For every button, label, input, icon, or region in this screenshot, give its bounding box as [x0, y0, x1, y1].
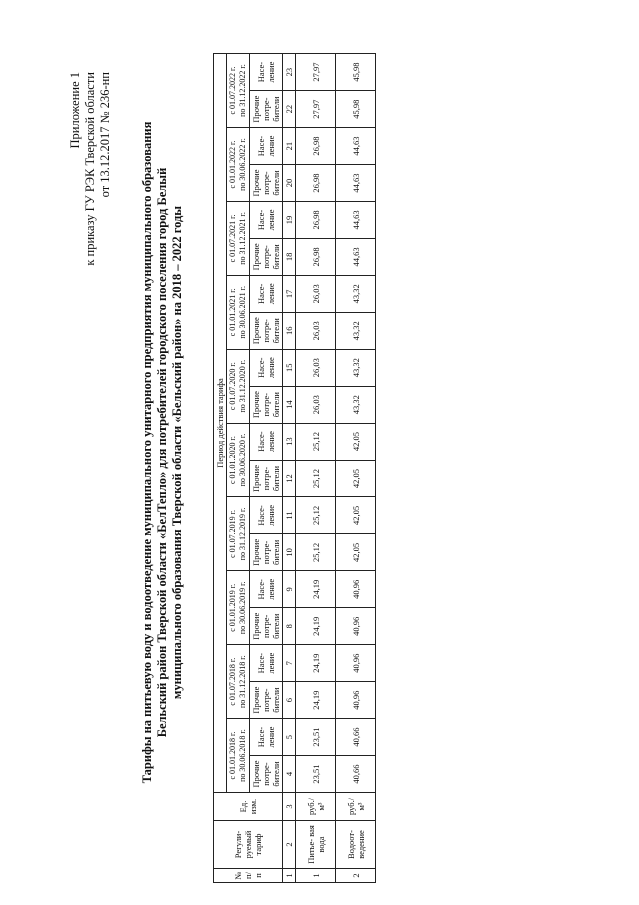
- header-population: Насе- ление: [250, 423, 283, 460]
- tariff-value-cell: 40,96: [336, 571, 376, 608]
- column-number: 15: [283, 349, 296, 386]
- header-period-2: [227, 645, 250, 719]
- header-period-6: [227, 349, 250, 423]
- table-body: [296, 54, 376, 883]
- tariff-value-cell: 26,98: [296, 202, 336, 239]
- column-number: 20: [283, 165, 296, 202]
- column-number: 22: [283, 91, 296, 128]
- header-other-consumers: Прочие потре- бители: [250, 534, 283, 571]
- tariff-value-cell: 24,19: [296, 645, 336, 682]
- column-number: 18: [283, 238, 296, 275]
- column-number: 23: [283, 54, 296, 91]
- header-population: Насе- ление: [250, 719, 283, 756]
- header-period-to: по 31.12.2022 г.: [238, 64, 247, 117]
- tariff-value-cell: 43,32: [336, 349, 376, 386]
- tariff-value-cell: 26,98: [296, 128, 336, 165]
- table-row: [296, 54, 336, 883]
- header-population: Насе- ление: [250, 349, 283, 386]
- column-number: 17: [283, 275, 296, 312]
- header-row-periods: [227, 54, 250, 883]
- header-population: Насе- ление: [250, 275, 283, 312]
- header-period-to: по 30.06.2021 г.: [238, 285, 247, 339]
- header-period-from: с 01.07.2019 г.: [228, 509, 237, 558]
- row-tariff-name: Питье- вая вода: [296, 821, 336, 869]
- tariff-value-cell: 26,03: [296, 275, 336, 312]
- tariff-value-cell: 43,32: [336, 386, 376, 423]
- header-other-consumers: Прочие потре- бители: [250, 608, 283, 645]
- column-number: 6: [283, 682, 296, 719]
- header-other-consumers: Прочие потре- бители: [250, 756, 283, 793]
- header-period-from: с 01.07.2021 г.: [228, 214, 237, 263]
- column-number: 4: [283, 756, 296, 793]
- tariff-value-cell: 24,19: [296, 682, 336, 719]
- header-period-to: по 30.06.2018 г.: [238, 729, 247, 782]
- header-row-col-numbers: [283, 54, 296, 883]
- tariff-value-cell: 26,98: [296, 165, 336, 202]
- row-unit: руб./ м³: [296, 793, 336, 821]
- header-name: Регули- руемый тариф: [214, 821, 283, 869]
- header-period-to: по 30.06.2020 г.: [238, 433, 247, 487]
- header-other-consumers: Прочие потре- бители: [250, 238, 283, 275]
- column-number: 13: [283, 423, 296, 460]
- header-period-from: с 01.01.2019 г.: [228, 583, 237, 632]
- header-population: Насе- ление: [250, 202, 283, 239]
- tariff-value-cell: 26,03: [296, 312, 336, 349]
- appendix-block: [68, 72, 113, 266]
- tariff-value-cell: 44,63: [336, 238, 376, 275]
- appendix-line-1: Приложение 1: [68, 72, 82, 149]
- header-period-7: [227, 275, 250, 349]
- header-period-10: [227, 54, 250, 128]
- row-number: 1: [296, 869, 336, 883]
- tariff-value-cell: 27,97: [296, 54, 336, 91]
- header-period-to: по 30.06.2019 г.: [238, 581, 247, 635]
- document-title: [140, 40, 185, 865]
- tariff-value-cell: 40,96: [336, 682, 376, 719]
- tariff-value-cell: 40,96: [336, 645, 376, 682]
- header-period-8: [227, 202, 250, 276]
- header-period-1: [227, 719, 250, 793]
- table-row: [336, 54, 376, 883]
- column-number: 5: [283, 719, 296, 756]
- header-population: Насе- ление: [250, 571, 283, 608]
- tariff-value-cell: 26,98: [296, 238, 336, 275]
- tariff-value-cell: 23,51: [296, 756, 336, 793]
- header-period-from: с 01.07.2022 г.: [228, 66, 237, 115]
- row-tariff-name: Водоот- ведение: [336, 821, 376, 869]
- header-period-to: по 31.12.2021 г.: [238, 212, 247, 265]
- header-period-from: с 01.01.2018 г.: [228, 731, 237, 780]
- column-number: 16: [283, 312, 296, 349]
- tariff-value-cell: 44,63: [336, 202, 376, 239]
- column-number: 10: [283, 534, 296, 571]
- title-line-2: Бельский район Тверской области «БелТепло» для потребителей городского поселения город Белый: [155, 167, 169, 738]
- header-period-to: по 31.12.2019 г.: [238, 507, 247, 561]
- tariff-value-cell: 25,12: [296, 460, 336, 497]
- tariff-table: [213, 53, 376, 883]
- tariff-value-cell: 23,51: [296, 719, 336, 756]
- tariff-value-cell: 25,12: [296, 497, 336, 534]
- tariff-value-cell: 40,66: [336, 719, 376, 756]
- column-number: 1: [283, 869, 296, 883]
- tariff-value-cell: 43,32: [336, 312, 376, 349]
- header-period-9: [227, 128, 250, 202]
- header-other-consumers: Прочие потре- бители: [250, 165, 283, 202]
- tariff-value-cell: 24,19: [296, 571, 336, 608]
- row-number: 2: [336, 869, 376, 883]
- tariff-value-cell: 42,05: [336, 534, 376, 571]
- appendix-line-3: от 13.12.2017 № 236-нп: [98, 72, 112, 198]
- tariff-value-cell: 42,05: [336, 423, 376, 460]
- tariff-value-cell: 43,32: [336, 275, 376, 312]
- tariff-value-cell: 24,19: [296, 608, 336, 645]
- tariff-value-cell: 42,05: [336, 497, 376, 534]
- header-period-from: с 01.01.2022 г.: [228, 140, 237, 189]
- title-line-3: муниципального образования Тверской области «Бельский район» на 2018 – 2022 годы: [170, 205, 184, 700]
- header-other-consumers: Прочие потре- бители: [250, 312, 283, 349]
- header-period-3: [227, 571, 250, 645]
- tariff-value-cell: 45,98: [336, 54, 376, 91]
- tariff-value-cell: 44,63: [336, 128, 376, 165]
- header-period-to: по 31.12.2020 г.: [238, 359, 247, 413]
- column-number: 19: [283, 202, 296, 239]
- column-number: 21: [283, 128, 296, 165]
- header-period-4: [227, 497, 250, 571]
- column-number: 12: [283, 460, 296, 497]
- header-row-consumers: [250, 54, 283, 883]
- tariff-value-cell: 25,12: [296, 423, 336, 460]
- header-other-consumers: Прочие потре- бители: [250, 460, 283, 497]
- header-period-to: по 31.12.2018 г.: [238, 655, 247, 709]
- tariff-value-cell: 40,96: [336, 608, 376, 645]
- header-other-consumers: Прочие потре- бители: [250, 682, 283, 719]
- header-period-from: с 01.07.2018 г.: [228, 657, 237, 706]
- header-other-consumers: Прочие потре- бители: [250, 386, 283, 423]
- tariff-value-cell: 26,03: [296, 386, 336, 423]
- tariff-value-cell: 27,97: [296, 91, 336, 128]
- header-period-to: по 30.06.2022 г.: [238, 138, 247, 191]
- header-population: Насе- ление: [250, 497, 283, 534]
- column-number: 11: [283, 497, 296, 534]
- header-population: Насе- ление: [250, 128, 283, 165]
- column-number: 14: [283, 386, 296, 423]
- tariff-value-cell: 25,12: [296, 534, 336, 571]
- tariff-value-cell: 44,63: [336, 165, 376, 202]
- tariff-value-cell: 40,66: [336, 756, 376, 793]
- appendix-line-2: к приказу ГУ РЭК Тверской области: [83, 72, 97, 266]
- header-period-5: [227, 423, 250, 497]
- title-line-1: Тарифы на питьевую воду и водоотведение муниципального унитарного предприятия муниципального образования: [140, 121, 154, 784]
- header-period-from: с 01.01.2020 г.: [228, 436, 237, 485]
- header-period-from: с 01.07.2020 г.: [228, 362, 237, 411]
- header-num: № п/ п: [214, 869, 283, 883]
- header-period-group: Период действия тарифа: [214, 54, 227, 793]
- tariff-value-cell: 45,98: [336, 91, 376, 128]
- column-number: 8: [283, 608, 296, 645]
- header-unit: Ед. изм.: [214, 793, 283, 821]
- column-number: 9: [283, 571, 296, 608]
- row-unit: руб./ м³: [336, 793, 376, 821]
- header-row-period-group: [214, 54, 227, 883]
- column-number: 2: [283, 821, 296, 869]
- header-period-from: с 01.01.2021 г.: [228, 288, 237, 337]
- tariff-value-cell: 26,03: [296, 349, 336, 386]
- tariff-value-cell: 42,05: [336, 460, 376, 497]
- header-other-consumers: Прочие потре- бители: [250, 91, 283, 128]
- header-population: Насе- ление: [250, 645, 283, 682]
- column-number: 3: [283, 793, 296, 821]
- column-number: 7: [283, 645, 296, 682]
- header-population: Насе- ление: [250, 54, 283, 91]
